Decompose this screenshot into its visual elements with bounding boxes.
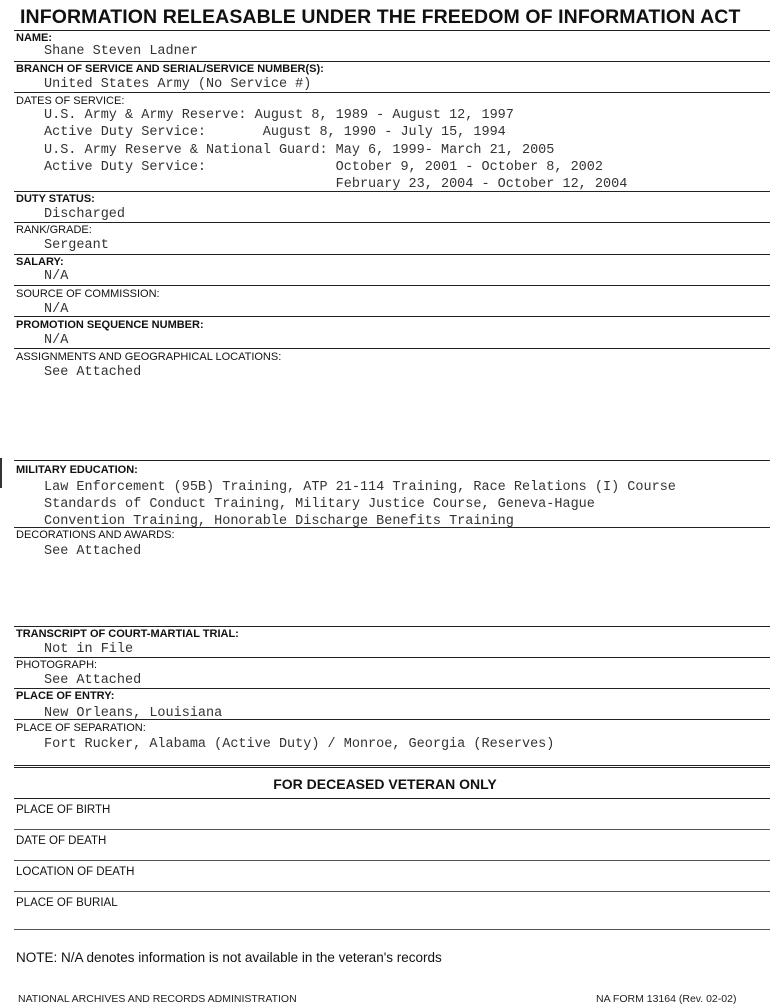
photograph-label: PHOTOGRAPH: [16,659,98,671]
education-line: Convention Training, Honorable Discharge Benefits Training [44,514,514,529]
divider-education [14,527,770,528]
divider-commission [14,316,770,317]
photograph-value: See Attached [44,673,142,688]
salary-label: SALARY: [16,256,64,268]
footer-agency: NATIONAL ARCHIVES AND RECORDS ADMINISTRATION [18,993,297,1005]
decorations-value: See Attached [44,544,142,559]
promotion-value: N/A [44,333,69,348]
divider-date-of-death [14,860,770,861]
note-text: NOTE: N/A denotes information is not available in the veteran's records [16,950,442,965]
divider-promotion [14,348,770,349]
commission-value: N/A [44,302,69,317]
place-of-birth-label: PLACE OF BIRTH [16,804,111,816]
duty-status-label: DUTY STATUS: [16,193,95,205]
date-of-death-label: DATE OF DEATH [16,835,107,847]
divider-name [14,61,770,62]
assignments-label: ASSIGNMENTS AND GEOGRAPHICAL LOCATIONS: [16,351,282,363]
rank-value: Sergeant [44,238,109,253]
divider-place-of-burial [14,929,770,930]
place-of-separation-label: PLACE OF SEPARATION: [16,722,146,734]
divider-salary [14,285,770,286]
place-of-entry-value: New Orleans, Louisiana [44,706,223,721]
dates-line: Active Duty Service: August 8, 1990 - July 15, 1994 [44,125,506,140]
dates-line: U.S. Army & Army Reserve: August 8, 1989 - August 12, 1997 [44,108,514,123]
divider-dates [14,191,770,192]
place-of-separation-value: Fort Rucker, Alabama (Active Duty) / Monroe, Georgia (Reserves) [44,737,555,752]
location-of-death-label: LOCATION OF DEATH [16,866,135,878]
divider-place-of-birth [14,829,770,830]
decorations-label: DECORATIONS AND AWARDS: [16,529,175,541]
branch-value: United States Army (No Service #) [44,77,312,92]
court-martial-value: Not in File [44,642,134,657]
divider-place-of-entry [14,719,770,720]
deceased-section-title: FOR DECEASED VETERAN ONLY [273,776,497,792]
dates-line: U.S. Army Reserve & National Guard: May 6, 1999- March 21, 2005 [44,143,555,158]
salary-value: N/A [44,269,69,284]
divider-duty-status [14,222,770,223]
divider-assignments [14,460,770,461]
divider-deceased-title [14,798,770,799]
footer-form-number: NA FORM 13164 (Rev. 02-02) [596,993,737,1005]
branch-label: BRANCH OF SERVICE AND SERIAL/SERVICE NUMBER(S): [16,63,324,75]
education-label: MILITARY EDUCATION: [16,464,138,476]
name-value: Shane Steven Ladner [44,44,198,59]
commission-label: SOURCE OF COMMISSION: [16,288,160,300]
divider-court-martial [14,657,770,658]
duty-status-value: Discharged [44,207,126,222]
rank-label: RANK/GRADE: [16,224,92,236]
divider-location-of-death [14,891,770,892]
divider-decorations [14,626,770,627]
place-of-entry-label: PLACE OF ENTRY: [16,690,115,702]
place-of-burial-label: PLACE OF BURIAL [16,897,118,909]
court-martial-label: TRANSCRIPT OF COURT-MARTIAL TRIAL: [16,628,239,640]
scan-edge-line [0,458,2,488]
dates-line: February 23, 2004 - October 12, 2004 [44,177,628,192]
education-line: Standards of Conduct Training, Military Justice Course, Geneva-Hague [44,497,595,512]
assignments-value: See Attached [44,365,142,380]
form-title: INFORMATION RELEASABLE UNDER THE FREEDOM OF INFORMATION ACT [20,6,741,28]
divider-branch [14,92,770,93]
divider-rank [14,254,770,255]
education-line: Law Enforcement (95B) Training, ATP 21-114 Training, Race Relations (I) Course [44,480,676,495]
dates-label: DATES OF SERVICE: [16,95,125,107]
dates-line: Active Duty Service: October 9, 2001 - October 8, 2002 [44,160,603,175]
title-divider [14,30,770,31]
name-label: NAME: [16,32,53,44]
divider-section-deceased [14,765,770,768]
divider-photograph [14,688,770,689]
promotion-label: PROMOTION SEQUENCE NUMBER: [16,319,204,331]
